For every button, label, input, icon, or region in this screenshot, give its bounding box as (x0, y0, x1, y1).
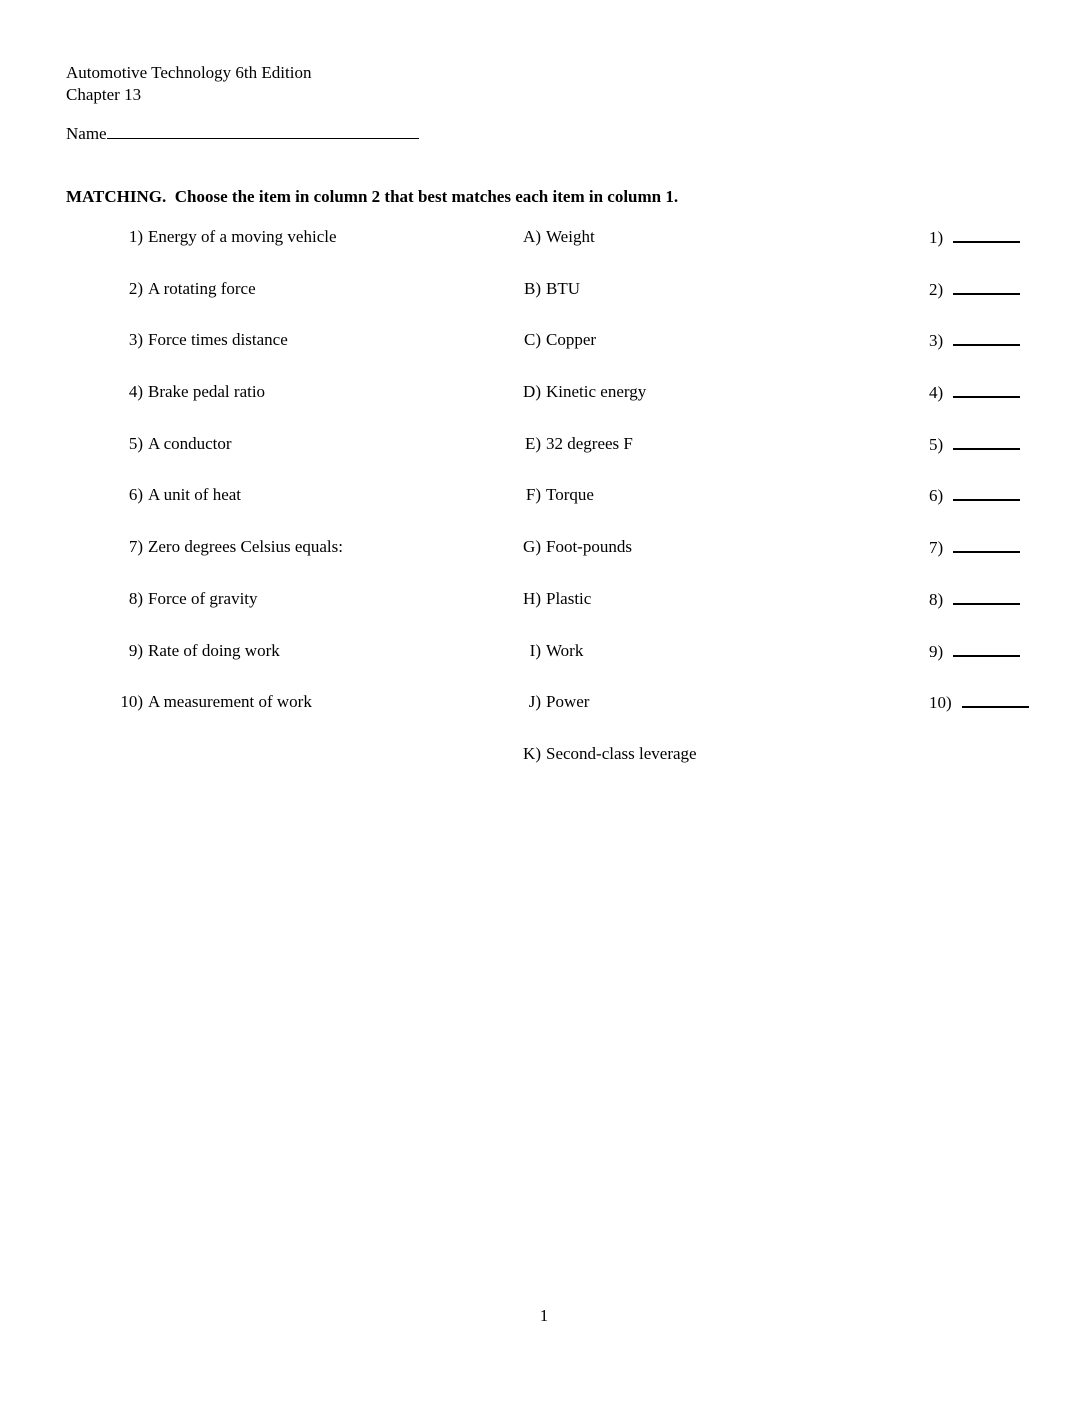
column1-item (0, 536, 505, 558)
answer-slot (895, 484, 1088, 507)
column1-item (0, 484, 505, 506)
matching-instructions: MATCHING. Choose the item in column 2 that best matches each item in column 1. (66, 187, 679, 206)
answer-number: 6) (929, 486, 944, 506)
answer-number: 3) (929, 331, 944, 351)
matching-row (0, 640, 1088, 692)
name-line (66, 121, 419, 145)
column1-item (0, 329, 505, 351)
column2-item-letter: G) (523, 537, 541, 557)
column2-item-text: Copper (546, 330, 597, 350)
column2-item-letter: E) (524, 433, 541, 453)
answer-slot (895, 381, 1088, 404)
column1-item-text: Force times distance (148, 330, 288, 350)
column2-item (505, 536, 895, 558)
column2-item (505, 433, 895, 455)
column2-item-text: Work (546, 640, 584, 660)
column1-item-number: 7) (128, 537, 143, 557)
column1-item (0, 226, 505, 248)
answer-blank (953, 536, 1020, 553)
column2-item-letter: B) (524, 278, 541, 298)
answer-number: 7) (929, 538, 944, 558)
answer-blank (953, 381, 1020, 398)
column2-item (505, 640, 895, 662)
column2-item-text: Foot-pounds (546, 537, 632, 557)
column2-item-letter: C) (524, 330, 541, 350)
column1-item-number: 2) (128, 278, 143, 298)
column2-item-text: Plastic (546, 588, 592, 608)
column1-item (0, 588, 505, 610)
page-number: 1 (539, 1306, 549, 1325)
column1-item (0, 433, 505, 455)
matching-row (0, 278, 1088, 330)
matching-row (0, 226, 1088, 278)
column1-item (0, 381, 505, 403)
answer-blank (953, 278, 1020, 295)
column1-item-text: Rate of doing work (148, 640, 280, 660)
column2-item-letter: F) (525, 485, 541, 505)
column1-item-text: Energy of a moving vehicle (148, 227, 337, 246)
answer-blank (953, 588, 1020, 605)
answer-number: 1) (929, 228, 944, 247)
answer-number: 5) (929, 434, 944, 454)
answer-blank (953, 226, 1020, 243)
answer-slot (895, 433, 1088, 456)
column2-item-text: Second-class leverage (546, 743, 697, 763)
header-chapter: Chapter 13 (66, 85, 142, 104)
column1-item-number: 4) (128, 382, 143, 402)
column2-item-text: Torque (546, 485, 594, 505)
column1-item-text: Brake pedal ratio (148, 382, 266, 402)
answer-number: 8) (929, 589, 944, 609)
answer-slot (895, 691, 1088, 714)
column1-item-number: 1) (128, 227, 143, 246)
answer-number: 9) (929, 641, 944, 661)
column2-item (505, 743, 895, 765)
document-header (66, 62, 311, 106)
matching-row (0, 484, 1088, 536)
answer-number: 10) (929, 693, 952, 713)
column1-item (0, 691, 505, 713)
column2-item-letter: A) (523, 227, 541, 246)
column2-item (505, 484, 895, 506)
column2-item-text: Kinetic energy (546, 382, 647, 402)
column1-item-text: A rotating force (148, 278, 256, 298)
answer-number: 4) (929, 383, 944, 403)
column1-item-text: A conductor (148, 433, 232, 453)
column2-item-text: 32 degrees F (546, 433, 633, 453)
answer-blank (962, 691, 1029, 708)
answer-slot (895, 536, 1088, 559)
column1-item-number: 9) (128, 640, 143, 660)
answer-slot (895, 278, 1088, 301)
column2-item (505, 226, 895, 248)
column1-item (0, 640, 505, 662)
answer-blank (953, 640, 1020, 657)
column1-item-text: Zero degrees Celsius equals: (148, 537, 343, 557)
column2-item (505, 278, 895, 300)
matching-section (0, 226, 1088, 795)
answer-slot (895, 226, 1088, 249)
column1-item-number: 8) (128, 588, 143, 608)
column1-item-number: 10) (120, 692, 143, 712)
column2-item-letter: K) (523, 743, 541, 763)
header-title: Automotive Technology 6th Edition (66, 63, 312, 82)
matching-row (0, 691, 1088, 743)
answer-slot (895, 329, 1088, 352)
matching-row (0, 588, 1088, 640)
column1-item-text: Force of gravity (148, 588, 258, 608)
matching-row (0, 329, 1088, 381)
column2-item (505, 588, 895, 610)
column2-item-letter: D) (523, 382, 541, 402)
column1-item (0, 278, 505, 300)
name-blank (107, 121, 419, 139)
answer-slot (895, 588, 1088, 611)
column2-item (505, 691, 895, 713)
column2-item-letter: I) (529, 640, 541, 660)
column1-item-text: A measurement of work (148, 692, 312, 712)
column2-item (505, 329, 895, 351)
matching-row (0, 536, 1088, 588)
name-label: Name (66, 124, 107, 143)
column1-item-number: 5) (128, 433, 143, 453)
answer-slot (895, 640, 1088, 663)
matching-row (0, 433, 1088, 485)
column1-item-text: A unit of heat (148, 485, 242, 505)
column2-item-text: Power (546, 692, 590, 712)
answer-blank (953, 329, 1020, 346)
column2-item-text: Weight (546, 227, 595, 246)
matching-row (0, 743, 1088, 795)
column2-item-letter: H) (523, 588, 541, 608)
answer-blank (953, 484, 1020, 501)
column2-item-letter: J) (528, 692, 541, 712)
column1-item-number: 3) (128, 330, 143, 350)
column1-item-number: 6) (128, 485, 143, 505)
answer-number: 2) (929, 279, 944, 299)
column2-item (505, 381, 895, 403)
column2-item-text: BTU (546, 278, 580, 298)
matching-row (0, 381, 1088, 433)
answer-blank (953, 433, 1020, 450)
